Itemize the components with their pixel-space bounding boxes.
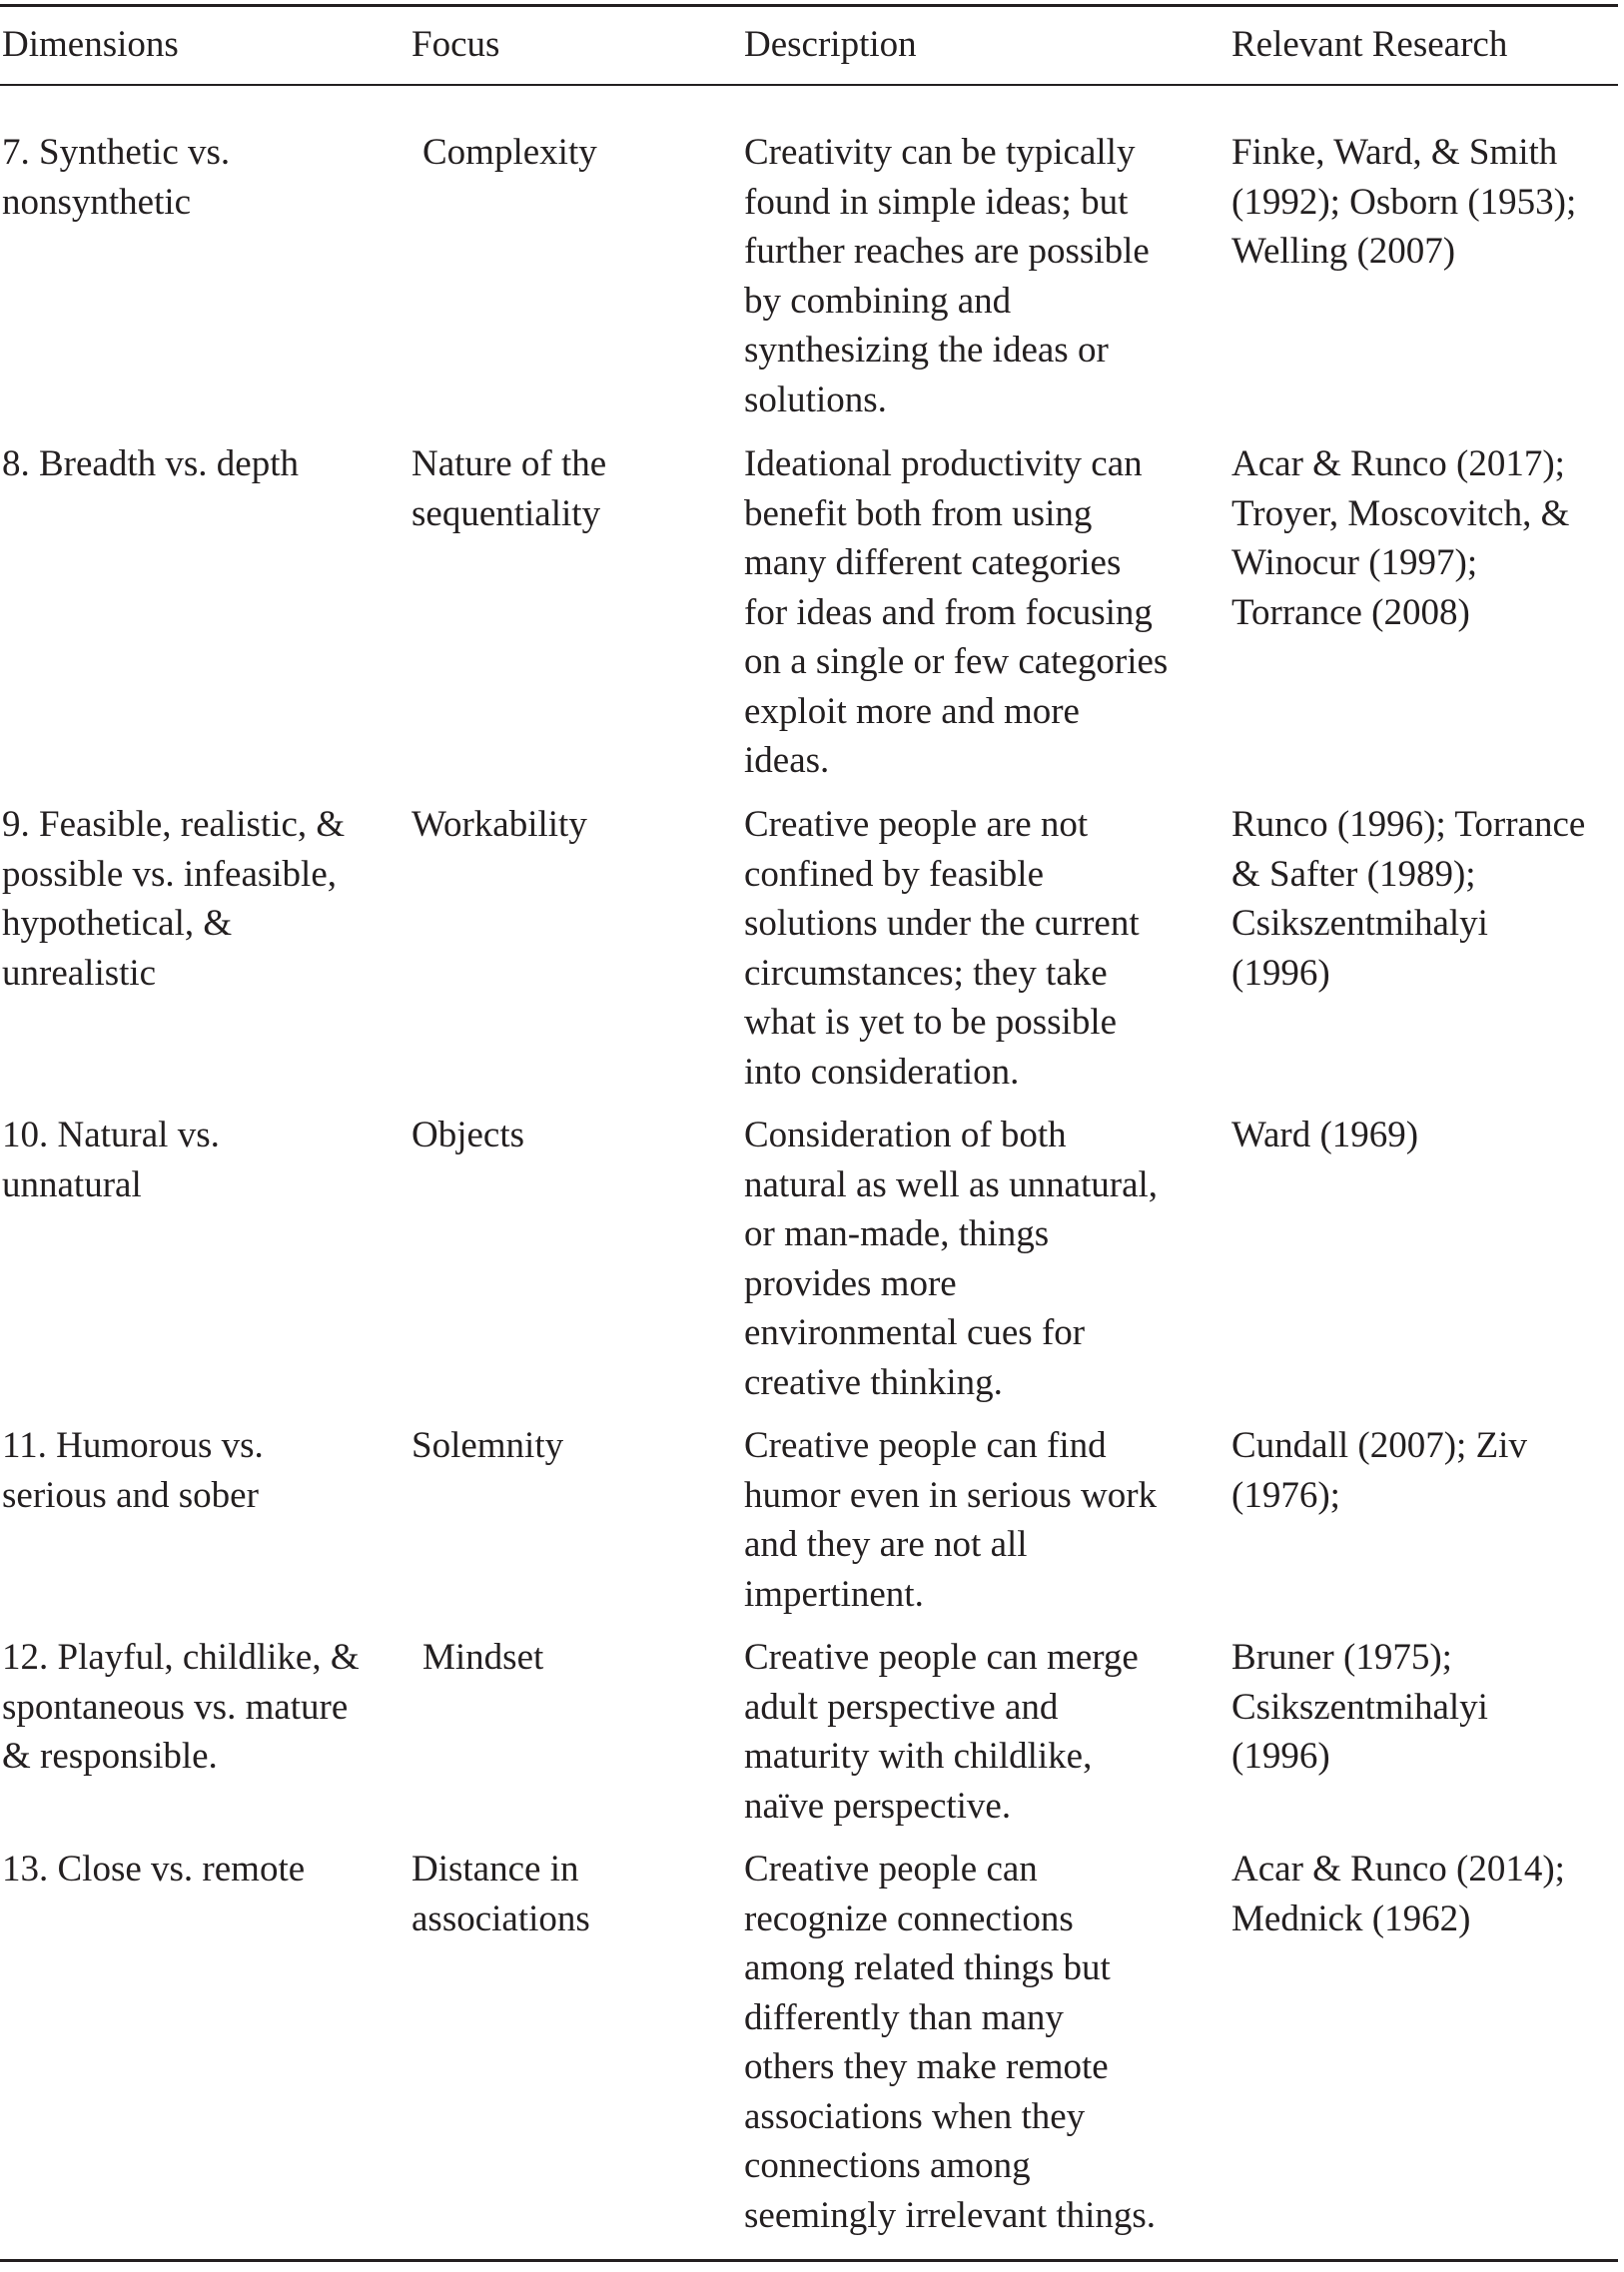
row-dimension-cell: 12. Playful, childlike, & spontaneous vs. mature & responsible. [2, 1637, 360, 1777]
header-relevant-research: Relevant Research [1231, 24, 1508, 65]
row-dimension-cell: 8. Breadth vs. depth [2, 443, 299, 484]
row-research-cell: Ward (1969) [1231, 1115, 1419, 1155]
row-research-cell: Bruner (1975); Csikszentmihalyi (1996) [1231, 1637, 1488, 1777]
row-description-cell: Creative people can recognize connections among related things but differently than many others they make remote associations when they connections among seemingly irrelevant things. [744, 1849, 1157, 2236]
row-research-cell: Cundall (2007); Ziv (1976); [1231, 1425, 1527, 1516]
row-focus-cell: Solemnity [411, 1425, 564, 1466]
header-focus: Focus [411, 24, 500, 65]
row-description-cell: Ideational productivity can benefit both from using many different categories for ideas and from focusing on a single or few categories exploit more and more ideas. [744, 443, 1169, 781]
row-research-cell: Runco (1996); Torrance & Safter (1989); Csikszentmihalyi (1996) [1231, 804, 1586, 994]
row-dimension-cell: 9. Feasible, realistic, & possible vs. infeasible, hypothetical, & unrealistic [2, 804, 346, 994]
row-research-cell: Finke, Ward, & Smith (1992); Osborn (1953); Welling (2007) [1231, 132, 1577, 272]
header-dimensions: Dimensions [2, 24, 179, 65]
row-focus-cell: Distance in associations [411, 1849, 590, 1939]
row-focus-cell: Complexity [422, 132, 597, 173]
header-description: Description [744, 24, 917, 65]
row-research-cell: Acar & Runco (2017); Troyer, Moscovitch, & Winocur (1997); Torrance (2008) [1231, 443, 1570, 633]
row-focus-cell: Mindset [422, 1637, 544, 1678]
row-description-cell: Creative people can find humor even in serious work and they are not all impertinent. [744, 1425, 1158, 1615]
table-top-rule [0, 4, 1618, 7]
row-description-cell: Creative people can merge adult perspective and maturity with childlike, naïve perspective. [744, 1637, 1139, 1827]
row-dimension-cell: 13. Close vs. remote [2, 1849, 306, 1890]
table-header-rule [0, 84, 1618, 86]
row-focus-cell: Objects [411, 1115, 525, 1155]
row-dimension-cell: 10. Natural vs. unnatural [2, 1115, 220, 1205]
row-description-cell: Creative people are not confined by feasible solutions under the current circumstances; they take what is yet to be possible into consideration. [744, 804, 1140, 1093]
row-description-cell: Creativity can be typically found in simple ideas; but further reaches are possible by combining and synthesizing the ideas or solutions. [744, 132, 1150, 420]
row-research-cell: Acar & Runco (2014); Mednick (1962) [1231, 1849, 1565, 1939]
table-bottom-rule [0, 2259, 1618, 2262]
row-description-cell: Consideration of both natural as well as unnatural, or man-made, things provides more environmental cues for creative thinking. [744, 1115, 1159, 1403]
row-focus-cell: Workability [411, 804, 587, 845]
row-focus-cell: Nature of the sequentiality [411, 443, 607, 534]
row-dimension-cell: 11. Humorous vs. serious and sober [2, 1425, 264, 1516]
row-dimension-cell: 7. Synthetic vs. nonsynthetic [2, 132, 231, 223]
